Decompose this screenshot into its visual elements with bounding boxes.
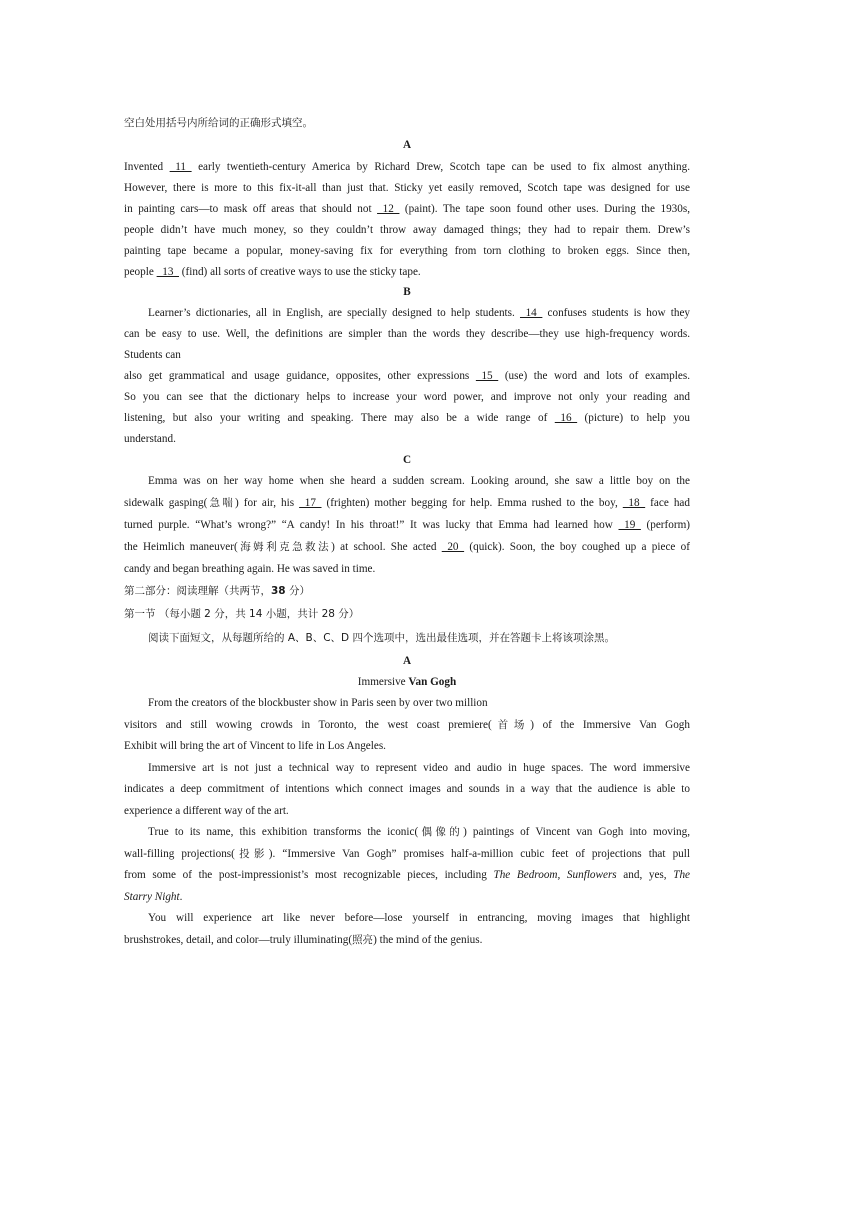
- text-run: From the creators of the blockbuster show in Paris seen by over two million: [148, 697, 488, 709]
- part-two-title-text: 第二部分：阅读理解（共两节，: [124, 585, 271, 597]
- passage-c-line: [124, 518, 690, 532]
- text-run: early twentieth-century America by Richard Drew, Scotch tape can be used to fix almost anything.: [191, 161, 690, 173]
- chinese-gloss: 照亮: [352, 933, 374, 946]
- chinese-gloss: 海姆利克急救法: [237, 541, 332, 553]
- reading-a-line: [124, 868, 690, 882]
- text-run: You will experience art like never before—lose yourself in entrancing, moving images that highlight: [148, 912, 690, 924]
- passage-a-line: [124, 244, 690, 258]
- text-run: (frighten) mother begging for help. Emma rushed to the boy,: [321, 497, 623, 509]
- text-run: Exhibit will bring the art of Vincent to life in Los Angeles.: [124, 740, 386, 752]
- reading-a-line: [124, 890, 690, 904]
- passage-b-line: [124, 327, 690, 341]
- passage-a-line: [124, 265, 690, 279]
- text-run: in painting cars—to mask off areas that should not: [124, 203, 378, 215]
- reading-a-line: [124, 696, 690, 710]
- part-two-title: [124, 584, 690, 598]
- italic-title: The: [673, 869, 690, 881]
- reading-a-line: [124, 782, 690, 796]
- passage-b-line: [124, 411, 690, 425]
- text-run: sidewalk gasping(: [124, 497, 208, 509]
- passage-a-label: A: [402, 139, 412, 151]
- reading-a-line: [124, 825, 690, 839]
- text-run: (quick). Soon, the boy coughed up a piece of: [464, 541, 690, 553]
- text-run: turned purple. “What’s wrong?” “A candy! In his throat!” It was lucky that Emma had learned how: [124, 519, 619, 531]
- text-run: and, yes,: [616, 869, 674, 881]
- part-two-score: 38: [271, 585, 286, 597]
- passage-a-line: [124, 223, 690, 237]
- answer-blank: 14: [519, 307, 543, 319]
- text-run: confuses students is how they: [542, 307, 691, 319]
- passage-b-line: [124, 369, 690, 383]
- answer-blank: 20: [441, 541, 465, 553]
- text-run: However, there is more to this fix-it-all than just that. Sticky yet easily removed, Scotch tape was designed for use: [124, 182, 690, 194]
- text-run: indicates a deep commitment of intentions which connect images and sounds in a way that the audience is able to: [124, 783, 690, 795]
- text-run: wall-filling projections(: [124, 847, 235, 860]
- answer-blank: 19: [618, 519, 641, 531]
- italic-title: The Bedroom, Sunflowers: [493, 869, 617, 881]
- text-run: also get grammatical and usage guidance, opposites, other expressions: [124, 370, 476, 382]
- passage-c-line: [124, 540, 690, 554]
- chinese-gloss: 急喘: [207, 497, 236, 509]
- passage-c-label: C: [402, 454, 412, 466]
- chinese-gloss: 投影: [234, 847, 269, 860]
- text-run: (paint). The tape soon found other uses. During the 1930s,: [399, 203, 690, 215]
- text-run: ) the mind of the genius.: [373, 933, 483, 946]
- text-run: Immersive art is not just a technical way to represent video and audio in huge spaces. The word immersive: [148, 761, 690, 774]
- text-run: Learner’s dictionaries, all in English, are specially designed to help students.: [148, 307, 520, 319]
- text-run: understand.: [124, 433, 176, 445]
- text-run: painting tape became a popular, money-saving fix for everything from torn clothing to broken eggs. Since then,: [124, 245, 690, 257]
- text-run: ). “Immersive Van Gogh” promises half-a-million cubic feet of projections that pull: [268, 847, 690, 860]
- passage-a-line: [124, 181, 690, 195]
- text-run: So you can see that the dictionary helps to increase your word power, and improve not only your reading and: [124, 391, 690, 403]
- answer-blank: 16: [554, 412, 578, 424]
- text-run: experience a different way of the art.: [124, 804, 289, 817]
- text-run: candy and began breathing again. He was saved in time.: [124, 563, 376, 575]
- chinese-gloss: 偶像的: [418, 826, 464, 838]
- text-run: brushstrokes, detail, and color—truly illuminating(: [124, 933, 353, 946]
- text-run: ) for air, his: [235, 497, 300, 509]
- text-run: ) at school. She acted: [331, 541, 442, 553]
- text-run: (picture) to help you: [577, 412, 690, 424]
- reading-a-line: [124, 718, 690, 732]
- text-run: (use) the word and lots of examples.: [498, 370, 690, 382]
- reading-a-line: [124, 761, 690, 775]
- answer-blank: 18: [622, 497, 646, 509]
- text-run: Students can: [124, 349, 181, 361]
- text-run: (perform): [640, 519, 691, 531]
- answer-blank: 17: [299, 497, 322, 509]
- text-run: the Heimlich maneuver(: [124, 541, 238, 553]
- part-two-title-end: 分）: [285, 585, 310, 597]
- text-run: Emma was on her way home when she heard a sudden scream. Looking around, she saw a little boy on the: [148, 475, 690, 487]
- text-run: from some of the post-impressionist’s most recognizable pieces, including: [124, 869, 494, 881]
- text-run: (find) all sorts of creative ways to use the sticky tape.: [179, 266, 421, 278]
- answer-blank: 11: [169, 161, 192, 173]
- reading-a-line: [124, 847, 690, 861]
- section-one-instruction: 阅读下面短文，从每题所给的 A、B、C、D 四个选项中，选出最佳选项，并在答题卡上将该项涂黑。: [148, 632, 615, 644]
- text-run: people didn’t have much money, so they couldn’t throw away damaged things; they had to repair them. Drew’s: [124, 224, 690, 236]
- answer-blank: 15: [475, 370, 499, 382]
- passage-c-line: [124, 496, 690, 510]
- passage-b-line: [124, 306, 690, 320]
- text-run: ) paintings of Vincent van Gogh into moving,: [463, 826, 690, 838]
- chinese-gloss: 首场: [491, 718, 531, 731]
- passage-c-line: [124, 562, 690, 576]
- answer-blank: 12: [377, 203, 400, 215]
- reading-a-title-normal: Immersive: [357, 676, 409, 688]
- passage-c-line: [124, 474, 690, 488]
- passage-a-line: [124, 160, 690, 174]
- text-run: Invented: [124, 161, 170, 173]
- text-run: people: [124, 266, 157, 278]
- reading-a-label: A: [402, 655, 412, 667]
- fill-blank-instruction: 空白处用括号内所给词的正确形式填空。: [124, 117, 313, 129]
- section-one-title: 第一节 （每小题 2 分，共 14 小题，共计 28 分）: [124, 608, 360, 620]
- passage-b-line: [124, 390, 690, 404]
- reading-a-line: [124, 739, 690, 753]
- text-run: visitors and still wowing crowds in Toronto, the west coast premiere(: [124, 718, 492, 731]
- passage-b-label: B: [403, 286, 411, 298]
- passage-b-line: [124, 348, 690, 362]
- reading-a-title-bold: Van Gogh: [408, 676, 457, 688]
- italic-title: Starry Night: [124, 890, 180, 903]
- reading-a-line: [124, 933, 690, 947]
- text-run: listening, but also your writing and speaking. There may also be a wide range of: [124, 412, 555, 424]
- passage-a-line: [124, 202, 690, 216]
- text-run: face had: [645, 497, 690, 509]
- answer-blank: 13: [156, 266, 179, 278]
- passage-b-line: [124, 432, 690, 446]
- text-run: can be easy to use. Well, the definitions are simpler than the words they describe—they use high-frequency words.: [124, 328, 690, 340]
- text-run: .: [179, 890, 183, 903]
- text-run: True to its name, this exhibition transforms the iconic(: [148, 826, 419, 838]
- text-run: ) of the Immersive Van Gogh: [530, 718, 690, 731]
- reading-a-line: [124, 911, 690, 925]
- reading-a-line: [124, 804, 690, 818]
- reading-a-title: [124, 675, 690, 689]
